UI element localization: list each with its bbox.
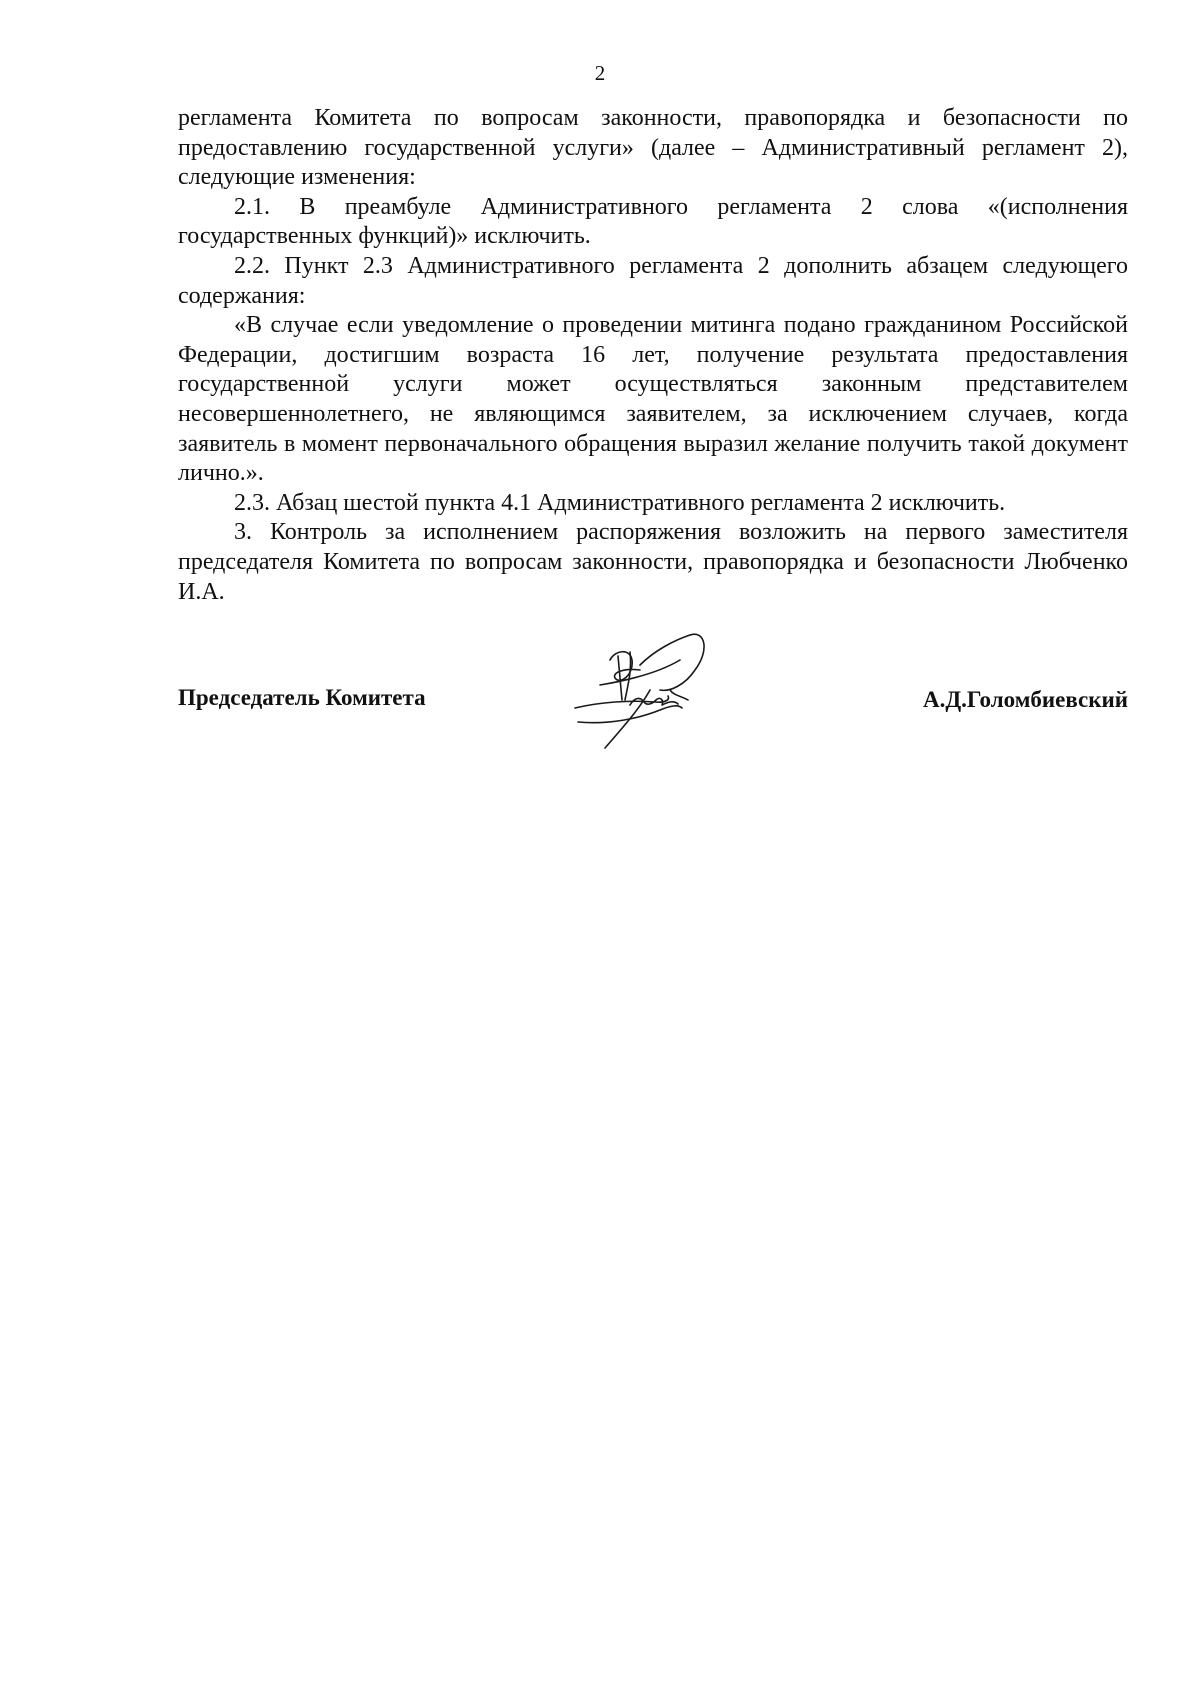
signatory-name: А.Д.Голомбиевский xyxy=(922,687,1128,712)
paragraph-continuation: регламента Комитета по вопросам законности, правопорядка и безопасности по предоставлению государственной услуги» (далее – Административный регламент 2), следующие изменения: xyxy=(178,105,1128,191)
paragraph-2-3: 2.3. Абзац шестой пункта 4.1 Административного регламента 2 исключить. xyxy=(234,489,1006,516)
paragraph-2-2: 2.2. Пункт 2.3 Административного регламента 2 дополнить абзацем следующего содержания: xyxy=(178,252,1128,309)
signatory-title: Председатель Комитета xyxy=(178,685,426,710)
paragraph-2-1: 2.1. В преамбуле Административного регламента 2 слова «(исполнения государственных функций)» исключить. xyxy=(178,193,1128,250)
paragraph-3: 3. Контроль за исполнением распоряжения возложить на первого заместителя председателя Комитета по вопросам законности, правопорядка и безопасности Любченко И.А. xyxy=(178,519,1128,605)
handwritten-signature-icon xyxy=(570,630,750,760)
paragraph-quote: «В случае если уведомление о проведении митинга подано гражданином Российской Федерации, достигшим возраста 16 лет, получение результата предоставления государственной услуги может осуществляться законным представителем несовершеннолетнего, не являющимся заявителем, за исключением случаев, когда заявитель в момент первоначального обращения выразил желание получить такой документ лично.». xyxy=(178,312,1128,487)
document-body xyxy=(178,104,1128,607)
page-number: 2 xyxy=(594,61,606,85)
